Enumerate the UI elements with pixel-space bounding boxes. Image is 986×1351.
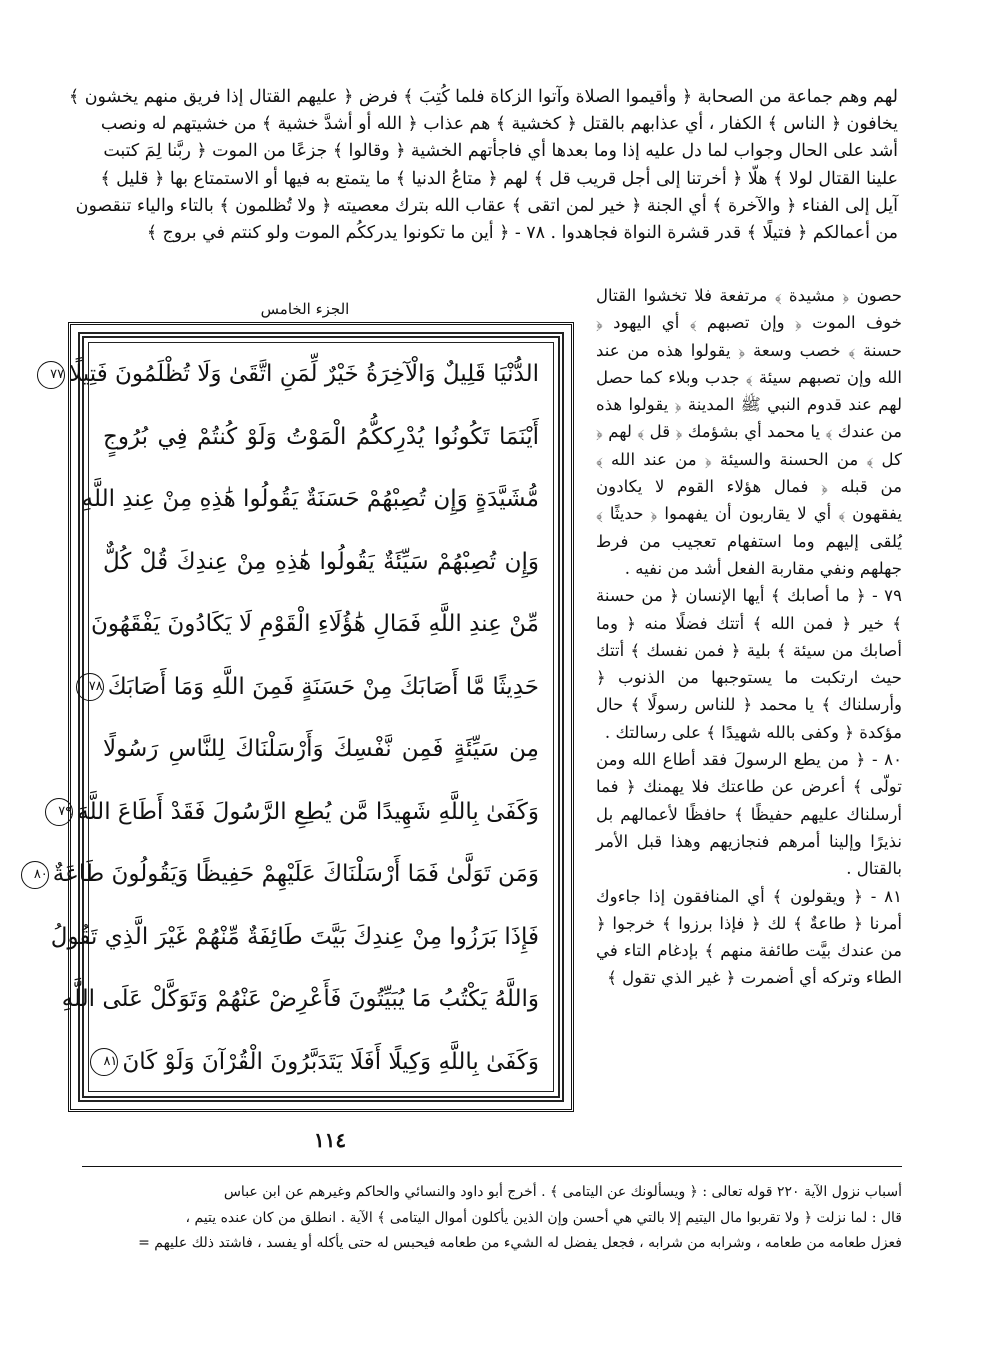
- footnotes: [62, 1180, 902, 1257]
- quran-line-10: فَإِذَا بَرَزُوا مِنْ عِندِكَ بَيَّتَ طَائِفَةٌ مِّنْهُمْ غَيْرَ الَّذِي تَقُولُ: [50, 923, 539, 950]
- commentary-line: علينا القتال لولا ﴾ هلّا ﴿ أخرتنا إلى أجل قريب قل ﴾ لهم ﴿ متاعُ الدنيا ﴾ ما يتمتع به فيها أو الاستمتاع بها ﴿ قليل ﴾: [100, 168, 898, 189]
- ayah-number-marker: ٨٠: [21, 861, 49, 889]
- commentary-line: آيل إلى الفناء ﴿ والآخرة ﴾ أي الجنة ﴿ خير لمن اتقى ﴾ عقاب الله بترك معصيته ﴿ ولا تُظلمون ﴾ بالتاء والياء تنقصون: [75, 195, 898, 216]
- commentary-line: من أعمالكم ﴿ فتيلًا ﴾ قدر قشرة النواة فجاهدوا . ٧٨ - ﴿ أين ما تكونوا يدرككُم الموت ولو كنتم في بروج ﴾: [146, 223, 898, 244]
- commentary-line: أشد على الحال وجواب لما دل عليه إذا وما بعدها أي فاجأتهم الخشية ﴿ وقالوا ﴾ جزعًا من الموت ﴿ ربَّنا لِمَ كتبت: [103, 141, 898, 162]
- quran-line-text: الدُّنْيَا قَلِيلٌ وَالْآخِرَةُ خَيْرٌ لِّمَنِ اتَّقَىٰ وَلَا تُظْلَمُونَ فَتِيلًا: [69, 361, 539, 387]
- footnote-divider: [82, 1166, 902, 1167]
- ayah-number-marker: ٧٧: [37, 361, 65, 389]
- page-number: ١١٤: [313, 1128, 347, 1152]
- juz-label: الجزء الخامس: [260, 300, 350, 318]
- quran-line-3: مُّشَيَّدَةٍ وَإِن تُصِبْهُمْ حَسَنَةٌ يَقُولُوا هَٰذِهِ مِنْ عِندِ اللَّهِ: [81, 486, 539, 513]
- quran-line-8: وَكَفَىٰ بِاللَّهِ شَهِيدًا مَّن يُطِعِ الرَّسُولَ فَقَدْ أَطَاعَ اللَّهَ٧٩: [103, 791, 539, 833]
- quran-line-7: مِن سَيِّئَةٍ فَمِن نَّفْسِكَ وَأَرْسَلْنَاكَ لِلنَّاسِ رَسُولًا: [103, 736, 539, 763]
- commentary-paragraph: ٨٠ - ﴿ من يطع الرسولَ فقد أطاع الله ومن تولّى ﴾ أعرض عن طاعتك فلا يهمنك ﴿ فما أرسلناك عليهم حفيظًا ﴾ حافظًا لأعمالهم بل نذيرًا وإلينا أمرهم فنجازيهم وهذا قبل الأمر بالقتال .: [596, 750, 902, 879]
- quran-line-6: [88, 666, 539, 708]
- quran-line-5: مِّنْ عِندِ اللَّهِ فَمَالِ هَٰؤُلَاءِ الْقَوْمِ لَا يَكَادُونَ يَفْقَهُونَ: [90, 611, 539, 638]
- quran-line-11: وَاللَّهُ يَكْتُبُ مَا يُبَيِّتُونَ فَأَعْرِضْ عَنْهُمْ وَتَوَكَّلْ عَلَى اللَّهِ: [61, 986, 539, 1013]
- commentary-paragraph: حصون ﴿ مشيدة ﴾ مرتفعة فلا تخشوا القتال خوف الموت ﴿ وإن تصبهم ﴾ أي اليهود ﴿ حسنة ﴾ خصب وسعة ﴿ يقولوا هذه من عند الله وإن تصبهم سيئة ﴾ جدب وبلاء كما حصل لهم عند قدوم النبي ﷺ المدينة ﴿ يقولوا هذه من عندك ﴾ يا محمد أي بشؤمك ﴿ قل ﴾ لهم ﴿ كل ﴾ من الحسنة والسيئة ﴿ من عند الله ﴾ من قبله ﴿ فمال هؤلاء القوم لا يكادون يفقهون ﴾ أي لا يقاربون أن يفهموا ﴿ حديثًا ﴾ يُلقى إليهم وما استفهام تعجيب من فرط جهلهم ونفي مقاربة الفعل أشد من نفيه .: [596, 286, 902, 578]
- quran-line-text: حَدِيثًا مَّا أَصَابَكَ مِنْ حَسَنَةٍ فَمِنَ اللَّهِ وَمَا أَصَابَكَ: [107, 673, 539, 700]
- commentary-paragraph: ٨١ - ﴿ ويقولون ﴾ أي المنافقون إذا جاءوك أمرنا ﴿ طاعةٌ ﴾ لك ﴿ فإذا برزوا ﴾ خرجوا ﴿ من عندك بيَّت طائفة منهم ﴾ بإدغام التاء في الطاء وتركه أي أضمرت ﴿ غير الذي تقول ﴾: [596, 886, 902, 988]
- quran-line-2: أَيْنَمَا تَكُونُوا يُدْرِككُّمُ الْمَوْتُ وَلَوْ كُنتُمْ فِي بُرُوجٍ: [103, 423, 539, 450]
- quran-line-1: [50, 353, 539, 395]
- ayah-number-marker: ٧٨: [76, 673, 104, 701]
- commentary-paragraph: ٧٩ - ﴿ ما أصابك ﴾ أيها الإنسان ﴿ من حسنة ﴾ خير ﴿ فمن الله ﴾ أتتك فضلًا منه ﴿ وما أصابك من سيئة ﴾ بلية ﴿ فمن نفسك ﴾ أتتك حيث ارتكبت ما يستوجبها من الذنوب ﴿ وأرسلناك ﴾ يا محمد ﴿ للناس رسولًا ﴾ حال مؤكدة ﴿ وكفى بالله شهيدًا ﴾ على رسالتك .: [596, 586, 902, 742]
- quran-line-12: وَكَفَىٰ بِاللَّهِ وَكِيلًا أَفَلَا يَتَدَبَّرُونَ الْقُرْآنَ وَلَوْ كَانَ٨١: [103, 1041, 539, 1083]
- top-commentary: [62, 84, 898, 247]
- ayah-number-marker: ٧٩: [45, 798, 73, 826]
- quran-text-block: [33, 342, 554, 1092]
- commentary-line: يخافون ﴿ الناس ﴾ الكفار ، أي عذابهم بالقتل ﴿ كخشية ﴾ هم عذاب ﴿ الله أو أشدَّ خشية ﴾ من خشيتهم له ونصب: [100, 114, 898, 135]
- ayah-number-marker: ٨١: [90, 1048, 118, 1076]
- quran-line-9: وَمَن تَوَلَّىٰ فَمَا أَرْسَلْنَاكَ عَلَيْهِمْ حَفِيظًا وَيَقُولُونَ طَاعَةٌ٨٠: [103, 853, 539, 895]
- footnote-line: فعزل طعامه من طعامه ، وشرابه من شرابه ، فجعل يفضل له الشيء من طعامه فيحبس له حتى يأكله أو يفسد ، فاشتد ذلك عليهم =: [138, 1235, 902, 1251]
- side-commentary: [596, 282, 902, 992]
- footnote-line: أسباب نزول الآية ٢٢٠ قوله تعالى : ﴿ ويسألونك عن اليتامى ﴾ . أخرج أبو داود والنسائي والحاكم وغيرهم عن ابن عباس: [223, 1184, 902, 1200]
- footnote-line: قال : لما نزلت ﴿ ولا تقربوا مال اليتيم إلا بالتي هي أحسن وإن الذين يأكلون أموال اليتامى ﴾ الآية . انطلق من كان عنده يتيم ،: [185, 1209, 902, 1226]
- quran-line-4: وَإِن تُصِبْهُمْ سَيِّئَةٌ يَقُولُوا هَٰذِهِ مِنْ عِندِكَ قُلْ كُلٌّ: [103, 548, 539, 575]
- commentary-line: لهم وهم جماعة من الصحابة ﴿ وأقيموا الصلاة وآتوا الزكاة فلما كُتِبَ ﴾ فرض ﴿ عليهم القتال إذا فريق منهم يخشون ﴾: [69, 87, 898, 107]
- quran-frame-border: [33, 332, 564, 1102]
- quran-text-frame: [33, 322, 574, 1112]
